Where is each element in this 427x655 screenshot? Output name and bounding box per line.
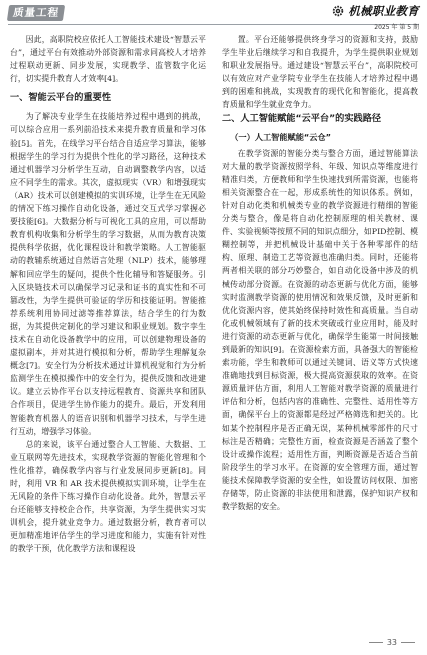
page-footer [365, 638, 419, 647]
continued-paragraph: 置。平台还能够提供终身学习的资源和支持，鼓励学生毕业后继续学习和自我提升，为学生提供职业规划和职业发展指导。通过建设“智慧云平台”，高职院校可以有效应对产业学院专业学生在技能人才培养过程中遇到的困难和挑战，实现教育的现代化和智能化，提高教育质量和学生就业竞争力。 [222, 35, 418, 110]
section-badge: 质量工程 [7, 5, 65, 21]
subsection-heading-cloud-storage: （一）人工智能赋能“云仓” [230, 131, 332, 142]
page-number: 33 [386, 638, 397, 647]
importance-paragraph: 为了解决专业学生在技能培养过程中遇到的挑战，可以综合应用一系列前沿技术来提升教育质量和学习体验[5]。首先，在线学习平台结合自适应学习算法，能够根据学生的学习行为提供个性化的学习路径，这种技术通过机器学习分析学生互动，自动调整教学内容，以适应不同学生的需求。其次，虚拟现实（VR）和增强现实（AR）技术可以创建模拟的实训环境，让学生在无风险的情况下练习操作自动化设备，通过交互式学习掌握必要技能[6]。大数据分析与可视化工具的应用，可以帮助教育机构收集和分析学生的学习数据，从而为教育决策提供科学依据，优化课程设计和教学策略。人工智能驱动的教辅系统通过自然语言处理（NLP）技术，能够理解和回应学生的疑问，提供个性化辅导和答疑服务。引入区块链技术可以确保学习记录和证书的真实性和不可篡改性，为学生提供可验证的学历和技能证明。智能推荐系统利用协同过滤等推荐算法，结合学生的行为数据，为其提供定制化的学习建议和职业规划。数字孪生技术在自动化设备教学中的应用，可以创建物理设备的虚拟副本，并对其进行模拟和分析，帮助学生理解复杂概念[7]。安全行为分析技术通过计算机视觉和行为分析监测学生在模拟操作中的安全行为，提供反馈和改进建议。建立云协作平台以支持远程教育、资源共享和团队合作项目，促进学生协作能力的提升。最后，开发利用智能教育机器人的语音识别和机器学习技术，与学生进行互动，增强学习体验。 [10, 112, 206, 436]
footer-dash-right [401, 642, 415, 643]
right-column [222, 33, 418, 513]
journal-name: 机械职业教育 [348, 4, 419, 18]
left-column [10, 33, 206, 556]
issue-number: 2025 年 第 5 期 [374, 24, 419, 31]
journal-masthead [269, 2, 419, 34]
journal-logo [331, 3, 419, 19]
section-heading-importance: 一、智能云平台的重要性 [10, 92, 112, 104]
section-heading-practice: 二、人工智能赋能“云平台”的实践路径 [222, 112, 382, 124]
footer-dash-left [369, 642, 383, 643]
summary-paragraph: 总的来说，该平台通过整合人工智能、大数据、工业互联网等先进技术，实现教学资源的智能化管理和个性化推荐，确保教学内容与行业发展同步更新[8]。同时，利用 VR 和 AR 技术提供模拟实训环境，让学生在无风险的条件下练习操作自动化设备。此外，智慧云平台还能够支持校企合作，共享资源，为学生提供实习实训机会，提升就业竞争力。通过数据分析，教育者可以更加精准地评估学生的学习进度和能力，实施有针对性的教学干预，优化教学方法和课程设 [10, 439, 206, 554]
section-header [8, 4, 64, 22]
gear-icon [331, 4, 345, 18]
intro-paragraph: 因此，高职院校应依托人工智能技术建设“智慧云平台”，通过平台有效推动外部资源和需求同高校人才培养过程联动更新、同步发展，实现教学、监管数字化运行，切实提升教育人才效率[4]。 [10, 35, 206, 84]
cloud-storage-paragraph: 在教学资源的智能分类与整合方面，通过智能算法对大量的教学资源按照学科、年级、知识点等维度进行精准归类，方便教师和学生快速找到所需资源，也能将相关资源整合在一起，形成系统性的知识体系。例如，针对自动化类和机械类专业的教学资源进行精细的智能分类与整合，像是将自动化控制原理的相关教材、课件、实验视频等按照不同的知识点细分，如PID控制、模糊控制等，并把机械设计基础中关于各种零部件的结构、原理、制造工艺等资源也准确归类。同时，还能将两者相关联的部分巧妙整合，如自动化设备中涉及的机械传动部分资源。在资源的动态更新与优化方面，能够实时监测教学资源的使用情况和效果反馈，及时更新和优化资源内容，使其始终保持时效性和高质量。当自动化或机械领域有了新的技术突破或行业应用时，能及时进行资源的动态更新与优化，确保学生能第一时间接触到最新的知识[9]。在资源检索方面，具备强大的智能检索功能，学生和教师可以通过关键词、语义等方式快速准确地找到目标资源，极大提高资源获取的效率。在资源质量评估方面，利用人工智能对教学资源的质量进行评估和分析，包括内容的准确性、完整性、适用性等方面，确保平台上的资源都是经过严格筛选和把关的。比如某个控制程序是否正确无误，某种机械零部件的尺寸标注是否精确；完整性方面，检查资源是否涵盖了整个设计或操作流程；适用性方面，判断资源是否适合当前阶段学生的学习水平。在资源的安全管理方面，通过智能技术保障教学资源的安全性，如设置访问权限、加密存储等，防止资源的非法使用和泄露，保护知识产权和教学数据的安全。 [222, 148, 418, 512]
